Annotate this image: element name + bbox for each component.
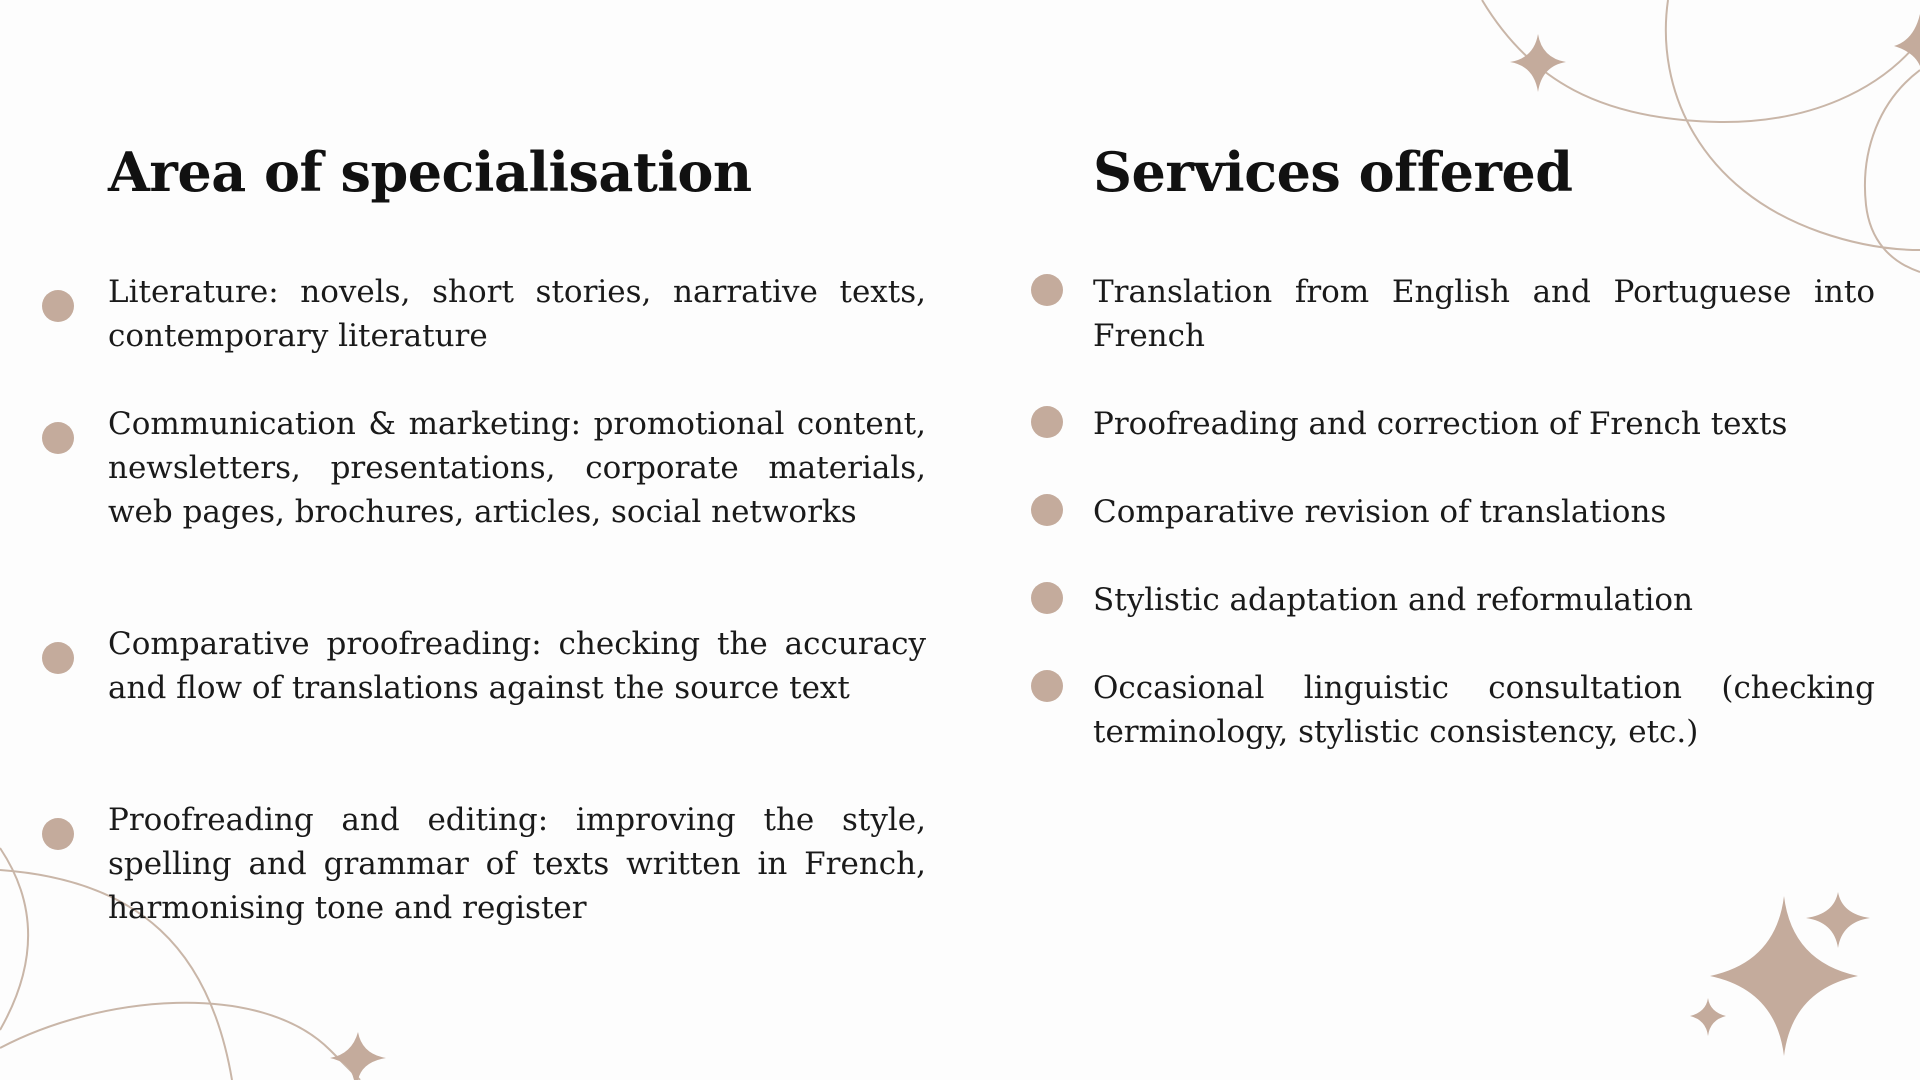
list-item-text: Comparative revision of translations	[1093, 494, 1667, 530]
bullet-dot-icon	[1031, 582, 1063, 614]
bullet-dot-icon	[1031, 406, 1063, 438]
arc-line	[0, 1003, 360, 1080]
sparkle-icon	[330, 1032, 386, 1080]
services-heading: Services offered	[1093, 140, 1573, 204]
bullet-dot-icon	[42, 290, 74, 322]
sparkle-icon	[1806, 892, 1870, 948]
list-item-text: Communication & marketing: promotional content, newsletters, presentations, corporate materials, web pages, brochures, articles, social networks	[108, 406, 926, 530]
arc-line	[1666, 0, 1920, 250]
list-item-text: Translation from English and Portuguese into French	[1093, 274, 1875, 354]
list-item-text: Proofreading and editing: improving the style, spelling and grammar of texts written in French, harmonising tone and register	[108, 802, 926, 926]
bullet-dot-icon	[1031, 494, 1063, 526]
bullet-dot-icon	[1031, 274, 1063, 306]
sparkle-icon	[1690, 998, 1726, 1036]
services-list	[1093, 270, 1875, 754]
list-item	[108, 270, 926, 358]
list-item	[108, 798, 926, 930]
list-item	[108, 622, 926, 710]
sparkle-icon	[1710, 896, 1858, 1056]
specialisation-heading: Area of specialisation	[108, 140, 752, 204]
bullet-dot-icon	[42, 422, 74, 454]
bullet-dot-icon	[42, 642, 74, 674]
specialisation-list	[108, 270, 926, 930]
arc-line	[1482, 0, 1920, 122]
arc-line	[0, 848, 28, 1030]
list-item-text: Literature: novels, short stories, narrative texts, contemporary literature	[108, 274, 926, 354]
list-item	[1093, 402, 1875, 446]
list-item-text: Comparative proofreading: checking the accuracy and flow of translations against the source text	[108, 626, 926, 706]
list-item	[1093, 578, 1875, 622]
list-item-text: Occasional linguistic consultation (checking terminology, stylistic consistency, etc.)	[1093, 670, 1875, 750]
list-item-text: Proofreading and correction of French texts	[1093, 406, 1788, 442]
bullet-dot-icon	[1031, 670, 1063, 702]
arc-line	[1865, 70, 1920, 272]
bullet-dot-icon	[42, 818, 74, 850]
list-item	[1093, 490, 1875, 534]
sparkle-icon	[1894, 14, 1920, 66]
sparkle-icon	[1510, 34, 1566, 92]
list-item-text: Stylistic adaptation and reformulation	[1093, 582, 1694, 618]
list-item	[108, 402, 926, 534]
list-item	[1093, 666, 1875, 754]
list-item	[1093, 270, 1875, 358]
